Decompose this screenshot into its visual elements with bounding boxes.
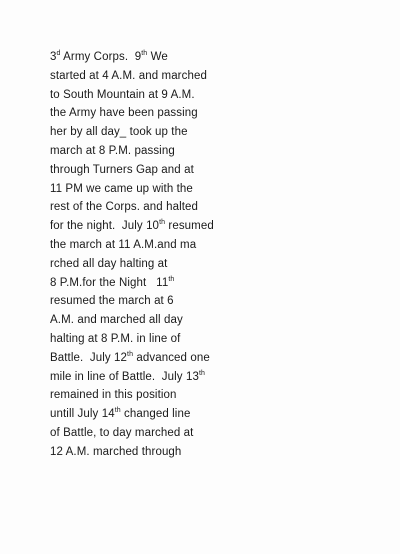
diary-line: [48, 104, 378, 123]
diary-text-run: march at 8 P.M. passing: [50, 144, 175, 157]
diary-text-block: [48, 48, 378, 462]
diary-line: [48, 217, 378, 236]
diary-line: [48, 255, 378, 274]
diary-text-run: A.M. and marched all day: [50, 314, 183, 327]
diary-line: [48, 236, 378, 255]
diary-text-run: to South Mountain at 9 A.M.: [50, 88, 195, 101]
ordinal-superscript: th: [127, 350, 134, 358]
diary-text-run: the march at 11 A.M.and ma: [50, 238, 197, 251]
diary-line: [48, 123, 378, 142]
diary-text-run: 12 A.M. marched through: [50, 445, 182, 458]
diary-text-run: resumed the march at 6: [50, 295, 174, 308]
diary-text-run: 11 PM we came up with the: [50, 182, 193, 195]
diary-line: [48, 86, 378, 105]
diary-text-run: advanced one: [133, 351, 210, 364]
diary-line: [48, 349, 378, 368]
diary-text-run: changed line: [120, 408, 191, 421]
ordinal-superscript: d: [56, 50, 61, 57]
diary-line: [48, 386, 378, 405]
diary-line: [48, 67, 378, 86]
diary-text-run: resumed: [165, 220, 214, 233]
diary-text-run: for the night. July 10: [50, 220, 160, 233]
diary-line: [48, 330, 378, 349]
diary-line: [48, 180, 378, 199]
diary-text-run: Army Corps. 9: [60, 51, 142, 63]
ordinal-superscript: th: [168, 275, 175, 283]
diary-line: [48, 198, 378, 217]
diary-line: [48, 405, 378, 424]
diary-text-run: through Turners Gap and at: [50, 163, 194, 176]
ordinal-superscript: th: [159, 219, 166, 227]
diary-text-run: 3: [50, 51, 57, 63]
ordinal-superscript: th: [198, 369, 205, 377]
diary-text-run: remained in this position: [50, 389, 177, 402]
diary-text-run: the Army have been passing: [50, 107, 198, 120]
diary-line: [48, 48, 378, 67]
ordinal-superscript: th: [141, 50, 148, 57]
diary-line: [48, 292, 378, 311]
diary-line: [48, 161, 378, 180]
diary-text-run: Battle. July 12: [50, 351, 128, 364]
diary-text-run: started at 4 A.M. and marched: [50, 69, 207, 82]
diary-text-run: We: [147, 51, 168, 63]
diary-text-run: her by all day_ took up the: [50, 126, 188, 139]
diary-line: [48, 424, 378, 443]
diary-line: [48, 142, 378, 161]
diary-text-run: untill July 14: [50, 408, 115, 421]
diary-line: [48, 311, 378, 330]
diary-text-run: mile in line of Battle. July 13: [50, 370, 199, 383]
diary-text-run: 8 P.M.for the Night 11: [50, 276, 169, 289]
diary-line: [48, 443, 378, 462]
diary-text-run: halting at 8 P.M. in line of: [50, 332, 181, 345]
diary-text-run: of Battle, to day marched at: [50, 426, 194, 439]
diary-line: [48, 368, 378, 387]
diary-text-run: rched all day halting at: [50, 257, 168, 270]
ordinal-superscript: th: [114, 407, 121, 415]
diary-text-run: rest of the Corps. and halted: [50, 201, 199, 214]
diary-line: [48, 274, 378, 293]
